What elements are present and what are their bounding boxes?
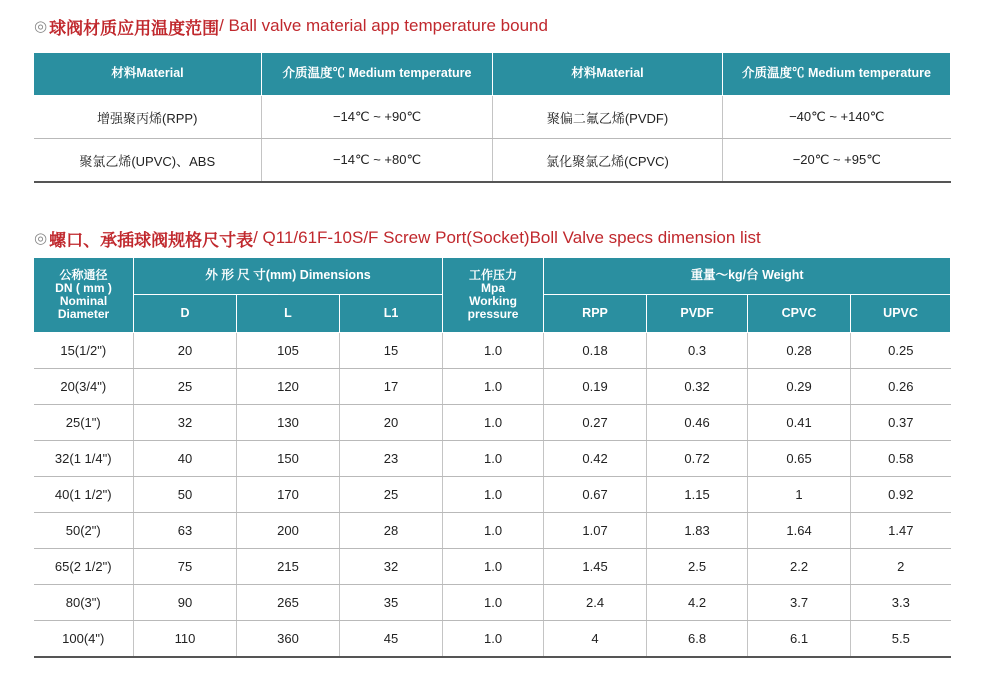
section-title-en: / Q11/61F-10S/F Screw Port(Socket)Boll Valve specs dimension list <box>253 228 761 247</box>
section-title-cn: 球阀材质应用温度范围 <box>49 18 220 39</box>
material-cell: 氯化聚氯乙烯(CPVC) <box>493 139 723 183</box>
cpvc-weight-cell: 0.65 <box>748 441 851 477</box>
table-row <box>34 96 951 139</box>
table-row <box>34 585 951 621</box>
material-cell: 聚偏二氟乙烯(PVDF) <box>493 96 723 139</box>
l-cell: 130 <box>237 405 340 441</box>
pvdf-weight-cell: 0.32 <box>647 369 748 405</box>
l-cell: 105 <box>237 333 340 369</box>
d-cell: 63 <box>134 513 237 549</box>
pvdf-weight-cell: 0.46 <box>647 405 748 441</box>
l-cell: 265 <box>237 585 340 621</box>
upvc-weight-cell: 0.37 <box>851 405 951 441</box>
header-d: D <box>134 295 237 333</box>
header-working-pressure <box>443 258 544 333</box>
temperature-cell: −40℃ ~ +140℃ <box>723 96 951 139</box>
nominal-diameter-cell: 32(1 1/4") <box>34 441 134 477</box>
material-cell: 增强聚丙烯(RPP) <box>34 96 262 139</box>
l1-cell: 35 <box>340 585 443 621</box>
upvc-weight-cell: 0.58 <box>851 441 951 477</box>
section-title-en: / Ball valve material app temperature bound <box>219 16 548 35</box>
cpvc-weight-cell: 1.64 <box>748 513 851 549</box>
upvc-weight-cell: 3.3 <box>851 585 951 621</box>
table-header-row <box>34 258 951 295</box>
temperature-cell: −20℃ ~ +95℃ <box>723 139 951 183</box>
l1-cell: 23 <box>340 441 443 477</box>
header-cpvc: CPVC <box>748 295 851 333</box>
nominal-diameter-cell: 65(2 1/2") <box>34 549 134 585</box>
d-cell: 110 <box>134 621 237 658</box>
pvdf-weight-cell: 4.2 <box>647 585 748 621</box>
l1-cell: 17 <box>340 369 443 405</box>
pvdf-weight-cell: 0.3 <box>647 333 748 369</box>
nominal-diameter-cell: 80(3") <box>34 585 134 621</box>
table-header-row <box>34 53 951 96</box>
pressure-cell: 1.0 <box>443 513 544 549</box>
table-row <box>34 333 951 369</box>
rpp-weight-cell: 1.07 <box>544 513 647 549</box>
bullet-icon: ◎ <box>34 17 48 35</box>
d-cell: 90 <box>134 585 237 621</box>
rpp-weight-cell: 0.19 <box>544 369 647 405</box>
d-cell: 25 <box>134 369 237 405</box>
pressure-cell: 1.0 <box>443 477 544 513</box>
d-cell: 50 <box>134 477 237 513</box>
header-pressure-en1: Working <box>469 294 517 308</box>
nominal-diameter-cell: 40(1 1/2") <box>34 477 134 513</box>
pressure-cell: 1.0 <box>443 369 544 405</box>
dimension-table <box>33 257 951 658</box>
table-row <box>34 405 951 441</box>
l-cell: 170 <box>237 477 340 513</box>
l-cell: 215 <box>237 549 340 585</box>
pressure-cell: 1.0 <box>443 621 544 658</box>
header-pressure-en2: pressure <box>467 307 519 322</box>
temperature-table <box>33 52 951 183</box>
header-l: L <box>237 295 340 333</box>
rpp-weight-cell: 2.4 <box>544 585 647 621</box>
rpp-weight-cell: 0.18 <box>544 333 647 369</box>
table-row <box>34 369 951 405</box>
l1-cell: 15 <box>340 333 443 369</box>
pressure-cell: 1.0 <box>443 441 544 477</box>
upvc-weight-cell: 0.26 <box>851 369 951 405</box>
rpp-weight-cell: 0.27 <box>544 405 647 441</box>
d-cell: 40 <box>134 441 237 477</box>
section-title-dimensions <box>34 226 761 250</box>
pvdf-weight-cell: 6.8 <box>647 621 748 658</box>
pvdf-weight-cell: 1.83 <box>647 513 748 549</box>
header-nominal-diameter <box>34 258 134 333</box>
header-dn-en1: Nominal <box>59 294 108 308</box>
table-row <box>34 513 951 549</box>
l-cell: 360 <box>237 621 340 658</box>
l-cell: 200 <box>237 513 340 549</box>
header-rpp: RPP <box>544 295 647 333</box>
header-medium-temperature: 介质温度℃ Medium temperature <box>262 53 493 96</box>
header-pressure-cn: 工作压力 <box>469 267 518 282</box>
pvdf-weight-cell: 1.15 <box>647 477 748 513</box>
rpp-weight-cell: 1.45 <box>544 549 647 585</box>
cpvc-weight-cell: 1 <box>748 477 851 513</box>
nominal-diameter-cell: 100(4") <box>34 621 134 658</box>
pvdf-weight-cell: 0.72 <box>647 441 748 477</box>
d-cell: 75 <box>134 549 237 585</box>
nominal-diameter-cell: 25(1") <box>34 405 134 441</box>
rpp-weight-cell: 0.67 <box>544 477 647 513</box>
header-pressure-unit: Mpa <box>481 280 506 295</box>
l-cell: 150 <box>237 441 340 477</box>
d-cell: 20 <box>134 333 237 369</box>
bullet-icon: ◎ <box>34 229 48 247</box>
table-row <box>34 477 951 513</box>
rpp-weight-cell: 0.42 <box>544 441 647 477</box>
l1-cell: 20 <box>340 405 443 441</box>
l1-cell: 28 <box>340 513 443 549</box>
cpvc-weight-cell: 0.29 <box>748 369 851 405</box>
header-dimensions: 外 形 尺 寸(mm) Dimensions <box>134 258 443 295</box>
upvc-weight-cell: 2 <box>851 549 951 585</box>
header-dn-unit: DN ( mm ) <box>55 280 112 295</box>
rpp-weight-cell: 4 <box>544 621 647 658</box>
header-l1: L1 <box>340 295 443 333</box>
cpvc-weight-cell: 0.41 <box>748 405 851 441</box>
pvdf-weight-cell: 2.5 <box>647 549 748 585</box>
header-material: 材料Material <box>34 53 262 96</box>
nominal-diameter-cell: 20(3/4") <box>34 369 134 405</box>
upvc-weight-cell: 5.5 <box>851 621 951 658</box>
pressure-cell: 1.0 <box>443 405 544 441</box>
upvc-weight-cell: 1.47 <box>851 513 951 549</box>
l1-cell: 45 <box>340 621 443 658</box>
table-row <box>34 621 951 658</box>
cpvc-weight-cell: 3.7 <box>748 585 851 621</box>
pressure-cell: 1.0 <box>443 333 544 369</box>
l-cell: 120 <box>237 369 340 405</box>
nominal-diameter-cell: 15(1/2") <box>34 333 134 369</box>
l1-cell: 25 <box>340 477 443 513</box>
nominal-diameter-cell: 50(2") <box>34 513 134 549</box>
cpvc-weight-cell: 2.2 <box>748 549 851 585</box>
header-medium-temperature: 介质温度℃ Medium temperature <box>723 53 951 96</box>
table-row <box>34 441 951 477</box>
dimension-table-body <box>34 333 951 658</box>
header-dn-en2: Diameter <box>57 307 110 322</box>
header-material: 材料Material <box>493 53 723 96</box>
header-pvdf: PVDF <box>647 295 748 333</box>
l1-cell: 32 <box>340 549 443 585</box>
header-dn-cn: 公称通径 <box>59 267 108 282</box>
pressure-cell: 1.0 <box>443 549 544 585</box>
upvc-weight-cell: 0.25 <box>851 333 951 369</box>
cpvc-weight-cell: 6.1 <box>748 621 851 658</box>
upvc-weight-cell: 0.92 <box>851 477 951 513</box>
table-row <box>34 549 951 585</box>
temperature-cell: −14℃ ~ +90℃ <box>262 96 493 139</box>
pressure-cell: 1.0 <box>443 585 544 621</box>
material-cell: 聚氯乙烯(UPVC)、ABS <box>34 139 262 183</box>
section-title-temperature <box>34 14 548 38</box>
cpvc-weight-cell: 0.28 <box>748 333 851 369</box>
header-upvc: UPVC <box>851 295 951 333</box>
d-cell: 32 <box>134 405 237 441</box>
temperature-cell: −14℃ ~ +80℃ <box>262 139 493 183</box>
section-title-cn: 螺口、承插球阀规格尺寸表 <box>49 230 254 251</box>
header-weight: 重量～kg/台 Weight <box>544 258 951 295</box>
table-row <box>34 139 951 183</box>
